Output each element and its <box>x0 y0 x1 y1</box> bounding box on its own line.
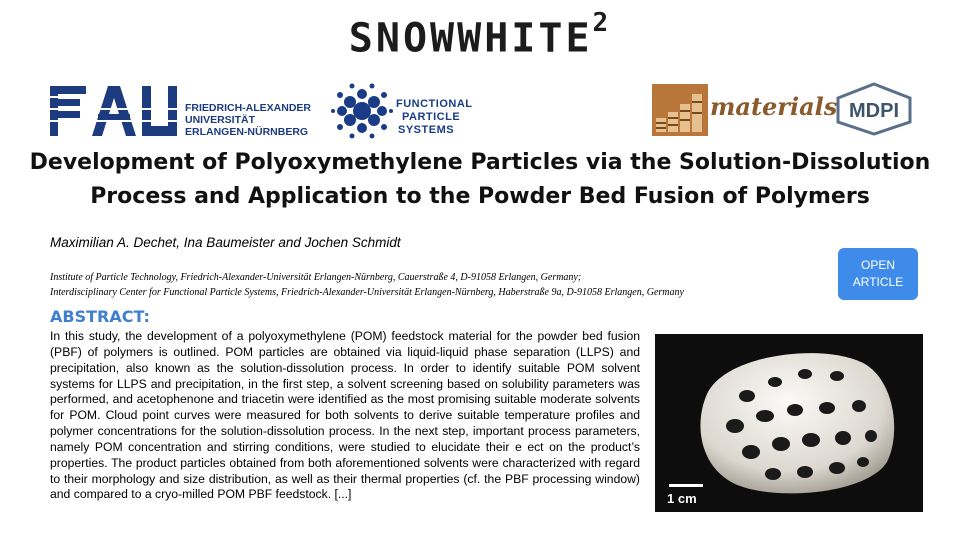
mdpi-hexagon-icon <box>834 82 914 136</box>
paper-title <box>20 146 940 214</box>
printed-part-photo <box>655 334 923 512</box>
fau-mark-icon <box>50 84 178 138</box>
stacked-discs-icon <box>652 84 708 136</box>
materials-journal-logo[interactable] <box>652 84 838 136</box>
fau-logo[interactable] <box>50 84 320 138</box>
fps-name: FUNCTIONAL PARTICLE SYSTEMS <box>396 98 473 136</box>
affiliations <box>50 270 840 300</box>
abstract-text: In this study, the development of a polyoxymethylene (POM) feedstock material for the powder bed fusion (PBF) of polymers is outlined. POM particles are obtained via liquid-liquid phase separation (LLPS) and precipitation, also known as the solution-dissolution process. In order to identify suitable POM solvent systems for LLPS and precipitation, in the first step, a solvent screening based on solubility parameters was performed, and acetophenone and triacetin were identified as the most promising suitable moderate solvents for POM. Cloud point curves were measured for both solvents to derive suitable temperature profiles and polymer concentrations for the solution-dissolution process. In the next step, important process parameters, namely POM concentration and stirring conditions, were studied to elucidate their e ect on the product’s properties. The product particles obtained from both aforementioned solvents were characterized with regard to their morphology and size distribution, as well as their thermal properties (cf. the PBF processing window) and compared to a cryo-milled POM PBF feedstock. [...] <box>50 329 640 502</box>
open-article-label-2: ARTICLE <box>852 275 904 289</box>
open-article-label-1: OPEN <box>860 258 895 272</box>
affiliation-1: Institute of Particle Technology, Friedrich-Alexander-Universität Erlangen-Nürnberg, Cauerstraße 4, D-91058 Erlangen, Germany; <box>50 272 582 283</box>
mdpi-logo[interactable] <box>834 82 914 136</box>
materials-wordmark: materials <box>710 92 838 121</box>
paper-title-line-2: Process and Application to the Powder Bed Fusion of Polymers <box>90 184 870 209</box>
fps-logo[interactable] <box>330 80 520 142</box>
scale-label: 1 cm <box>667 491 697 506</box>
scale-bar <box>669 484 703 487</box>
fau-name: FRIEDRICH-ALEXANDER UNIVERSITÄT ERLANGEN-NÜRNBERG <box>185 102 311 138</box>
affiliation-2: Interdisciplinary Center for Functional Particle Systems, Friedrich-Alexander-Universität Erlangen-Nürnberg, Haberstraße 9a, D-91058 Erlangen, Germany <box>50 287 684 298</box>
particle-sphere-icon <box>330 80 394 142</box>
mdpi-wordmark: MDPI <box>849 100 899 122</box>
abstract-heading: ABSTRACT: <box>50 307 150 326</box>
open-article-button[interactable] <box>838 248 918 300</box>
author-list: Maximilian A. Dechet, Ina Baumeister and Jochen Schmidt <box>50 235 401 250</box>
project-logo: SNOWWHITE$^2$ <box>348 8 612 62</box>
paper-title-line-1: Development of Polyoxymethylene Particles via the Solution-Dissolution <box>29 150 931 175</box>
